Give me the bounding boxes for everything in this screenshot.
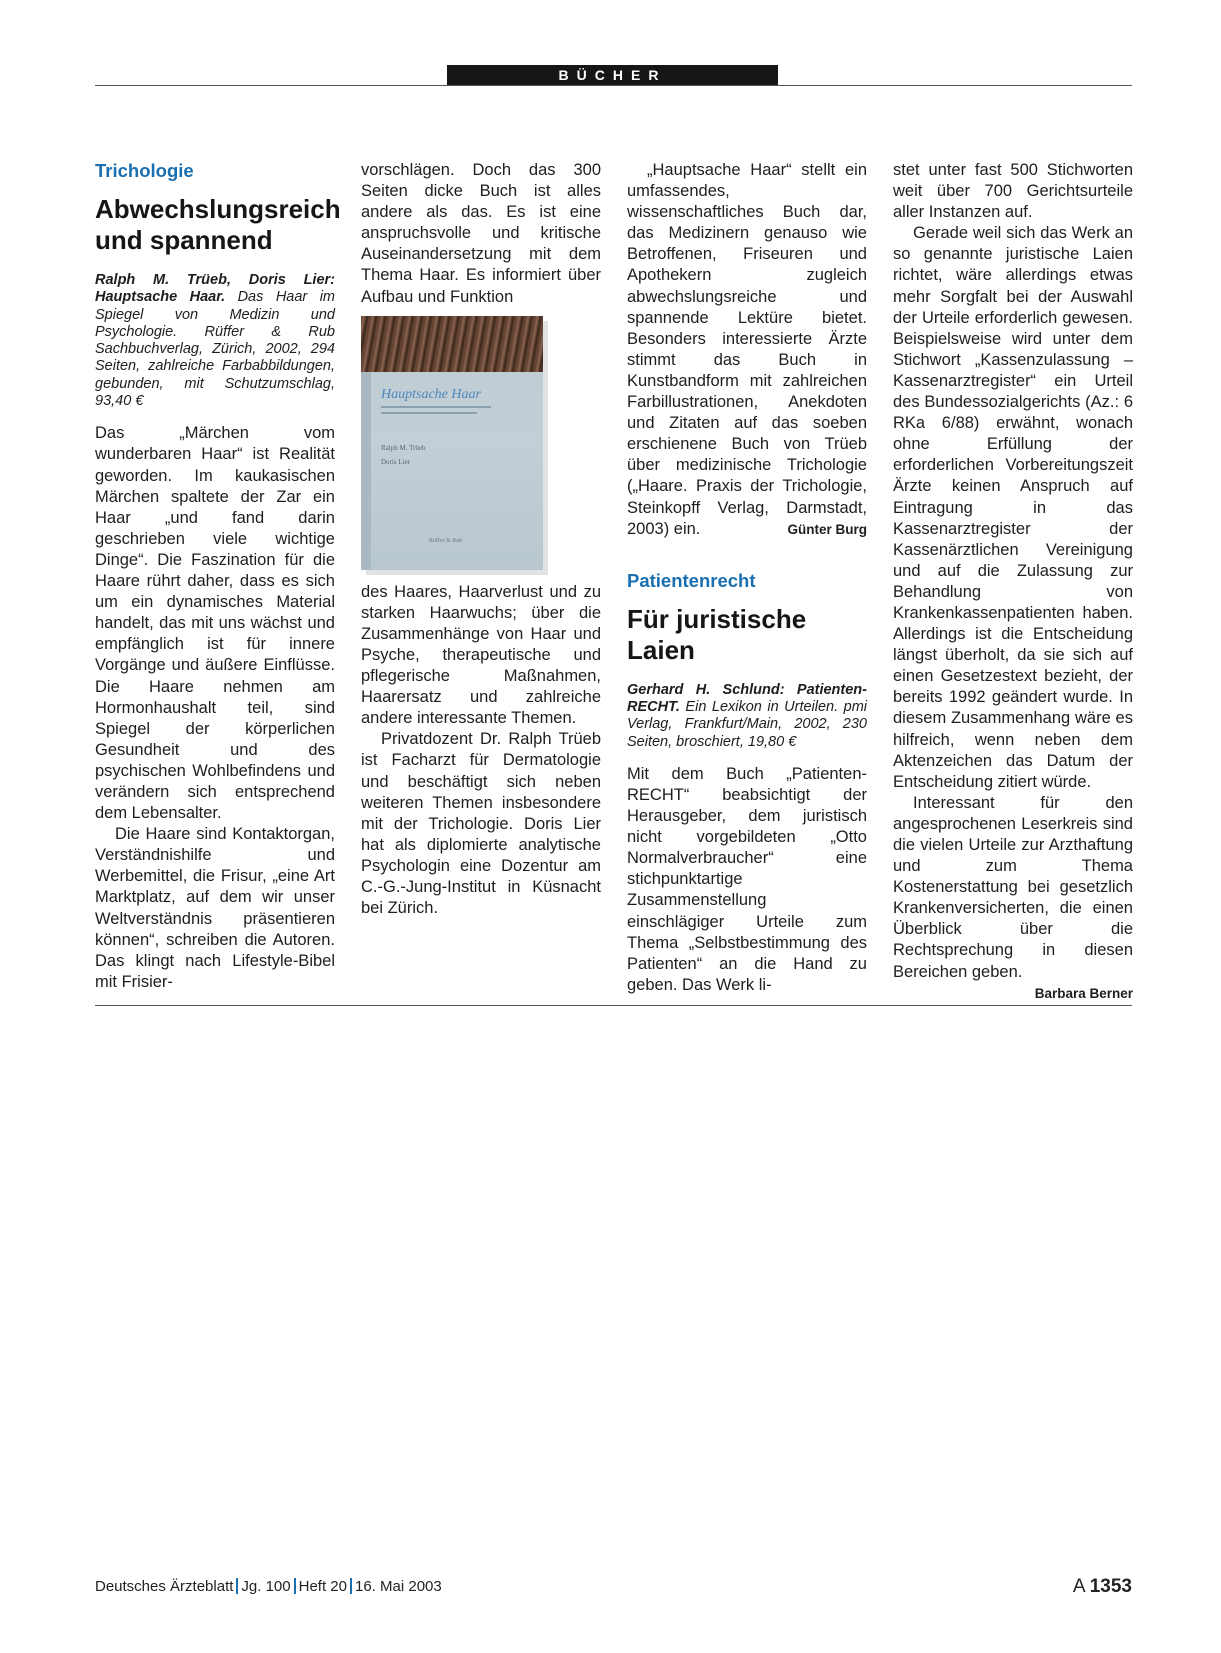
article2-biblio-authors: Gerhard H. Schlund: Patienten-RECHT. xyxy=(627,681,867,715)
footer-issue: Heft 20 xyxy=(298,1578,347,1595)
article1-biblio-details: Das Haar im Spiegel von Medizin und Psychologie. Rüffer & Rub Sachbuchverlag, Zürich, 2002, 294 Seiten, zahlreiche Farbabbildungen, gebunden, mit Schutzumschlag, 93,40 € xyxy=(95,289,335,410)
article2-bibliography xyxy=(627,682,867,751)
article1-biblio-authors: Ralph M. Trüeb, Doris Lier: xyxy=(95,272,335,288)
column-1 xyxy=(95,160,341,993)
page-footer xyxy=(95,1578,1132,1600)
article2-paragraph-1-cont: stet unter fast 500 Stichworten weit über 700 Gerichtsurteile aller Instanzen auf. xyxy=(893,161,1133,222)
article1-kicker: Trichologie xyxy=(95,160,194,181)
article1-paragraph-2-cont: vorschlägen. Doch das 300 Seiten dicke Buch ist alles andere als das. Es ist eine anspruchsvolle und kritische Auseinandersetzung mit dem Thema Haar. Es informiert über Aufbau und Funktion xyxy=(361,161,601,306)
header-rule xyxy=(95,85,1132,86)
column-2 xyxy=(361,160,601,919)
page-number-value: 1353 xyxy=(1089,1576,1132,1597)
article2-paragraph-1: Mit dem Buch „Patienten-RECHT“ beabsichtigt der Herausgeber, dem juristisch nicht vorgebildeten „Otto Normalverbraucher“ eine stichpunktartige Zusammenstellung einschlägiger Urteile zum Thema „Selbstbestimmung des Patienten“ an die Hand zu geben. Das Werk li- xyxy=(627,764,867,994)
article1-paragraph-2-cont2: des Haares, Haarverlust und zu starken Haarwuchs; über die Zusammenhänge von Haar und Psyche, therapeutische und pflegerische Maßnahmen, Haarersatz und zahlreiche andere interessante Themen. xyxy=(361,582,601,728)
article1-paragraph-4-text: „Hauptsache Haar“ stellt ein umfassendes, wissenschaftliches Buch dar, das Medizinern genauso wie Betroffenen, Friseuren und Apothekern zugleich abwechslungsreiche und spannende Lektüre bietet. Besonders interessierte Ärzte stimmt das Buch in Kunstbandform mit zahlreichen Farbillustrationen, Anekdoten und Zitaten auf das soeben erschienene Buch von Trüeb über medizinische Trichologie („Haare. Praxis der Trichologie, Steinkopff Verlag, Darmstadt, 2003) ein. xyxy=(627,161,867,538)
cover-title: Hauptsache Haar xyxy=(381,386,481,402)
footer-separator xyxy=(350,1578,352,1594)
cover-spine xyxy=(361,372,371,570)
article1-headline: Abwechslungsreich und spannend xyxy=(95,194,341,255)
article1-author: Günter Burg xyxy=(787,521,867,537)
article2-kicker: Patientenrecht xyxy=(627,569,756,591)
cover-author-1: Ralph M. Trüeb xyxy=(381,443,426,452)
footer-journal: Deutsches Ärzteblatt xyxy=(95,1578,234,1595)
column-4 xyxy=(893,160,1133,1004)
cover-subtitle-line xyxy=(381,406,491,408)
section-header xyxy=(95,65,1132,85)
cover-subtitle-line xyxy=(381,412,477,414)
cover-hair-band xyxy=(361,316,543,372)
section-label: BÜCHER xyxy=(447,65,778,85)
footer-separator xyxy=(294,1578,296,1594)
article1-bibliography xyxy=(95,272,335,410)
article2-biblio-details: Ein Lexikon in Urteilen. pmi Verlag, Frankfurt/Main, 2002, 230 Seiten, broschiert, 19,80 € xyxy=(627,698,868,750)
content-bottom-rule xyxy=(95,1005,1132,1006)
article2-paragraph-3 xyxy=(893,793,1133,1001)
article1-biblio-title: Hauptsache Haar. xyxy=(95,289,226,306)
footer-separator xyxy=(236,1578,238,1594)
cover-publisher: Rüffer & Rub xyxy=(429,537,463,544)
article2-headline: Für juristische Laien xyxy=(627,603,807,665)
footer-date: 16. Mai 2003 xyxy=(355,1578,442,1595)
article1-paragraph-4 xyxy=(627,160,867,540)
page-prefix: A xyxy=(1072,1576,1085,1597)
cover-author-2: Doris Lier xyxy=(381,457,410,466)
article1-paragraph-3: Privatdozent Dr. Ralph Trüeb ist Facharzt für Dermatologie und beschäftigt sich neben weiteren Themen insbesondere mit der Trichologie. Doris Lier hat als diplomierte analytische Psychologin eine Dozentur am C.-G.-Jung-Institut in Küsnacht bei Zürich. xyxy=(361,730,601,918)
article2-paragraph-2: Gerade weil sich das Werk an so genannte juristische Laien richtet, wäre allerdings etwas mehr Sorgfalt bei der Auswahl der Urteile erforderlich gewesen. Beispielsweise wird unter dem Stichwort „Kassenzulassung – Kassenarztregister“ ein Urteil des Bundessozialgerichts (Az.: 6 RKa 6/88) erwähnt, wonach ohne Erfüllung der erforderlichen Vorbereitungszeit Ärzte keinen Anspruch auf Eintragung in das Kassenarztregister der Kassenärztlichen Vereinigung und auf die Zulassung zur Behandlung von Krankenkassenpatienten haben. Allerdings ist die Entscheidung längst überholt, da sie sich auf einen Gesetzestext bezieht, der bereits 1992 geändert wurde. In diesem Zusammenhang wäre es hilfreich, wenn neben dem Aktenzeichen das Datum der Entscheidung zitiert würde. xyxy=(893,224,1133,791)
page-number xyxy=(1073,1576,1132,1598)
footer-volume: Jg. 100 xyxy=(241,1578,291,1595)
article1-paragraph-2: Die Haare sind Kontaktorgan, Verständnishilfe und Werbemittel, die Frisur, „eine Art Marktplatz, auf dem wir unser Weltverständnis präsentieren können“, schreiben die Autoren. Das klingt nach Lifestyle-Bibel mit Frisier- xyxy=(95,825,335,991)
article2-paragraph-3-text: Interessant für den angesprochenen Leserkreis sind die vielen Urteile zur Arzthaftung und zum Thema Kostenerstattung bei gesetzlich Krankenversicherten, die einen Überblick über die Rechtsprechung in diesen Bereichen geben. xyxy=(893,793,1133,981)
column-3 xyxy=(627,160,867,996)
book-cover-image xyxy=(361,316,543,570)
article1-paragraph-1: Das „Märchen vom wunderbaren Haar“ ist Realität geworden. Im kaukasischen Märchen spaltete der Zar ein Haar „und fand darin geschrieben viele wichtige Dinge“. Die Faszination für die Haare rührt daher, dass es sich um ein dynamisches Material handelt, das mit uns wächst und empfänglich ist für innere Vorgänge und äußere Einflüsse. Die Haare nehmen am Hormonhaushalt teil, sind Spiegel der körperlichen Gesundheit und des psychischen Wohlbefindens und verändern sich entsprechend dem Lebensalter. xyxy=(95,424,335,823)
article2-author: Barbara Berner xyxy=(1034,985,1133,1001)
